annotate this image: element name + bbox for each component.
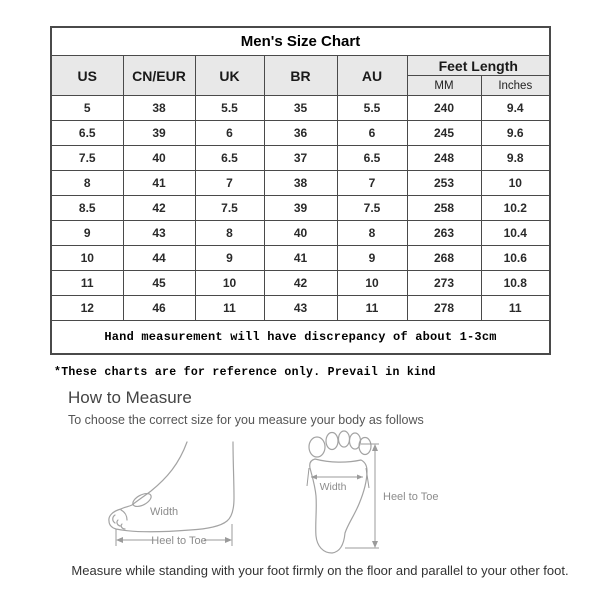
table-cell: 12 — [51, 296, 123, 321]
table-cell: 278 — [407, 296, 481, 321]
table-cell: 11 — [481, 296, 550, 321]
table-cell: 43 — [264, 296, 337, 321]
table-cell: 9 — [51, 221, 123, 246]
table-cell: 5.5 — [195, 96, 264, 121]
sole-width-dimension — [307, 468, 369, 493]
table-cell: 7 — [337, 171, 407, 196]
table-row — [51, 221, 550, 246]
table-row — [51, 196, 550, 221]
table-title-row — [51, 27, 550, 56]
table-cell: 35 — [264, 96, 337, 121]
how-to-measure-title: How to Measure — [68, 388, 192, 407]
table-cell: 5 — [51, 96, 123, 121]
how-to-measure-subtitle: To choose the correct size for you measure your body as follows — [68, 413, 424, 427]
heel-to-toe-dimension — [116, 524, 232, 547]
sole-heel-to-toe-label: Heel to Toe — [383, 491, 439, 503]
table-cell: 268 — [407, 246, 481, 271]
table-cell: 6.5 — [195, 146, 264, 171]
table-cell: 42 — [123, 196, 195, 221]
reference-note: *These charts are for reference only. Prevail in kind — [54, 366, 436, 379]
col-header-au: AU — [337, 56, 407, 96]
table-cell: 11 — [337, 296, 407, 321]
col-header-mm: MM — [407, 76, 481, 96]
table-cell: 40 — [123, 146, 195, 171]
table-cell: 11 — [51, 271, 123, 296]
table-cell: 39 — [123, 121, 195, 146]
table-cell: 39 — [264, 196, 337, 221]
table-cell: 248 — [407, 146, 481, 171]
table-cell: 5.5 — [337, 96, 407, 121]
table-cell: 37 — [264, 146, 337, 171]
table-cell: 42 — [264, 271, 337, 296]
table-row — [51, 296, 550, 321]
sole-width-label: Width — [319, 481, 347, 493]
size-table-body — [51, 96, 550, 321]
table-cell: 253 — [407, 171, 481, 196]
col-header-cn-eur: CN/EUR — [123, 56, 195, 96]
mens-size-chart-table — [50, 26, 551, 355]
table-cell: 9 — [337, 246, 407, 271]
side-heel-to-toe-label: Heel to Toe — [151, 535, 207, 547]
table-footnote: Hand measurement will have discrepancy of about 1-3cm — [51, 321, 550, 355]
table-cell: 8 — [51, 171, 123, 196]
table-row — [51, 171, 550, 196]
table-cell: 45 — [123, 271, 195, 296]
foot-sole-outline — [310, 459, 367, 553]
toe-lines — [113, 510, 127, 529]
col-header-uk: UK — [195, 56, 264, 96]
table-cell: 44 — [123, 246, 195, 271]
col-header-feet-length: Feet Length — [407, 56, 550, 76]
table-cell: 9.8 — [481, 146, 550, 171]
table-cell: 10.6 — [481, 246, 550, 271]
table-cell: 43 — [123, 221, 195, 246]
table-cell: 8 — [195, 221, 264, 246]
table-cell: 10.4 — [481, 221, 550, 246]
table-cell: 40 — [264, 221, 337, 246]
table-cell: 10.8 — [481, 271, 550, 296]
table-cell: 245 — [407, 121, 481, 146]
table-row — [51, 96, 550, 121]
table-cell: 10.2 — [481, 196, 550, 221]
table-cell: 6 — [337, 121, 407, 146]
table-cell: 6.5 — [51, 121, 123, 146]
table-cell: 10 — [51, 246, 123, 271]
foot-side-view-diagram — [95, 436, 245, 564]
table-cell: 9.6 — [481, 121, 550, 146]
col-header-us: US — [51, 56, 123, 96]
table-cell: 8 — [337, 221, 407, 246]
measure-caption: Measure while standing with your foot firmly on the floor and parallel to your other foot. — [71, 563, 569, 578]
table-cell: 38 — [123, 96, 195, 121]
table-row — [51, 146, 550, 171]
table-cell: 9.4 — [481, 96, 550, 121]
table-title: Men's Size Chart — [51, 27, 550, 56]
table-cell: 10 — [481, 171, 550, 196]
table-row — [51, 246, 550, 271]
table-cell: 41 — [123, 171, 195, 196]
table-cell: 7.5 — [51, 146, 123, 171]
table-cell: 263 — [407, 221, 481, 246]
table-cell: 8.5 — [51, 196, 123, 221]
table-header-row — [51, 56, 550, 76]
table-cell: 36 — [264, 121, 337, 146]
table-cell: 11 — [195, 296, 264, 321]
table-footnote-row — [51, 321, 550, 355]
table-cell: 240 — [407, 96, 481, 121]
table-cell: 38 — [264, 171, 337, 196]
table-cell: 10 — [195, 271, 264, 296]
table-cell: 6.5 — [337, 146, 407, 171]
foot-side-outline — [109, 442, 234, 532]
foot-sole-view-diagram — [295, 430, 445, 575]
col-header-inches: Inches — [481, 76, 550, 96]
table-cell: 7 — [195, 171, 264, 196]
table-cell: 10 — [337, 271, 407, 296]
side-width-label: Width — [150, 506, 179, 518]
sole-heel-to-toe-dimension — [345, 444, 438, 548]
table-cell: 41 — [264, 246, 337, 271]
table-cell: 273 — [407, 271, 481, 296]
table-cell: 6 — [195, 121, 264, 146]
table-row — [51, 271, 550, 296]
table-row — [51, 121, 550, 146]
table-cell: 258 — [407, 196, 481, 221]
col-header-br: BR — [264, 56, 337, 96]
table-cell: 9 — [195, 246, 264, 271]
table-cell: 46 — [123, 296, 195, 321]
table-cell: 7.5 — [195, 196, 264, 221]
table-cell: 7.5 — [337, 196, 407, 221]
